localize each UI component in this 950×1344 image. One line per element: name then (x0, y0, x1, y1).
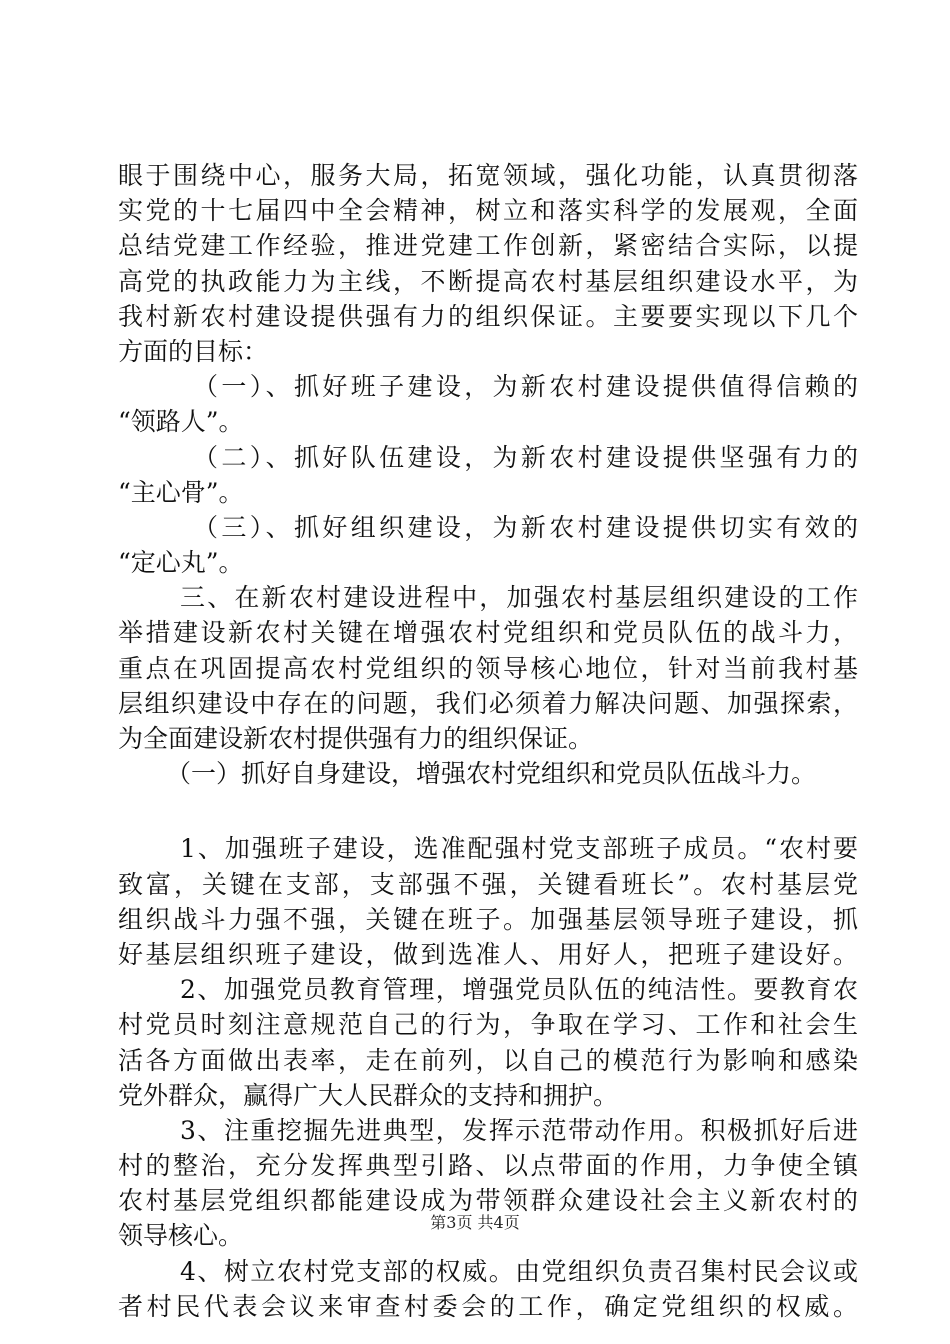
text-line: 党外群众，赢得广大人民群众的支持和拥护。 (118, 1080, 619, 1110)
text-line: 举措建设新农村关键在增强农村党组织和党员队伍的战斗力， (118, 618, 858, 648)
text-line: 农村基层党组织都能建设成为带领群众建设社会主义新农村的 (118, 1186, 858, 1216)
text-line: 领导核心。 (118, 1221, 244, 1251)
text-line: 致富，关键在支部，支部强不强，关键看班长”。农村基层党 (118, 869, 858, 899)
text-line: （一）抓好自身建设，增强农村党组织和党员队伍战斗力。 (166, 759, 817, 789)
page-number-footer: 第3页 共4页 (430, 1213, 520, 1232)
text-line: 总结党建工作经验，推进党建工作创新，紧密结合实际，以提 (118, 231, 858, 261)
text-line: 方面的目标： (118, 336, 269, 366)
text-line: 3、注重挖掘先进典型，发挥示范带动作用。积极抓好后进 (180, 1115, 858, 1145)
text-line: 村的整治，充分发挥典型引路、以点带面的作用，力争使全镇 (118, 1151, 858, 1181)
text-line: “定心丸”。 (118, 548, 244, 578)
text-line: 层组织建设中存在的问题，我们必须着力解决问题、加强探索， (118, 688, 858, 718)
text-line: 我村新农村建设提供强有力的组织保证。主要要实现以下几个 (118, 301, 858, 331)
text-line: “领路人”。 (118, 407, 244, 437)
text-line: 村党员时刻注意规范自己的行为，争取在学习、工作和社会生 (118, 1010, 858, 1040)
text-line: 2、加强党员教育管理，增强党员队伍的纯洁性。要教育农 (180, 975, 858, 1005)
text-line: 者村民代表会议来审查村委会的工作，确定党组织的权威。 (118, 1291, 858, 1321)
text-line: 为全面建设新农村提供强有力的组织保证。 (118, 724, 594, 753)
text-line: （一）、抓好班子建设，为新农村建设提供值得信赖的 (193, 372, 858, 402)
text-line: 眼于围绕中心，服务大局，拓宽领域，强化功能，认真贯彻落 (118, 161, 858, 190)
text-line: 重点在巩固提高农村党组织的领导核心地位，针对当前我村基 (118, 653, 858, 683)
text-line: 组织战斗力强不强，关键在班子。加强基层领导班子建设，抓 (118, 904, 858, 934)
text-line: 4、树立农村党支部的权威。由党组织负责召集村民会议或 (180, 1256, 858, 1286)
text-line: （二）、抓好队伍建设，为新农村建设提供坚强有力的 (193, 442, 858, 472)
text-line: 活各方面做出表率，走在前列，以自己的模范行为影响和感染 (118, 1045, 858, 1075)
text-line: 高党的执政能力为主线，不断提高农村基层组织建设水平，为 (118, 266, 858, 296)
text-line: “主心骨”。 (118, 477, 244, 507)
document-body (118, 158, 858, 1324)
text-line: 1、加强班子建设，选准配强村党支部班子成员。“农村要 (180, 834, 858, 864)
text-line: （三）、抓好组织建设，为新农村建设提供切实有效的 (193, 512, 858, 542)
text-line: 好基层组织班子建设，做到选准人、用好人，把班子建设好。 (118, 939, 858, 969)
text-line: 三、在新农村建设进程中，加强农村基层组织建设的工作 (180, 583, 858, 613)
text-line: 实党的十七届四中全会精神，树立和落实科学的发展观，全面 (118, 196, 858, 226)
